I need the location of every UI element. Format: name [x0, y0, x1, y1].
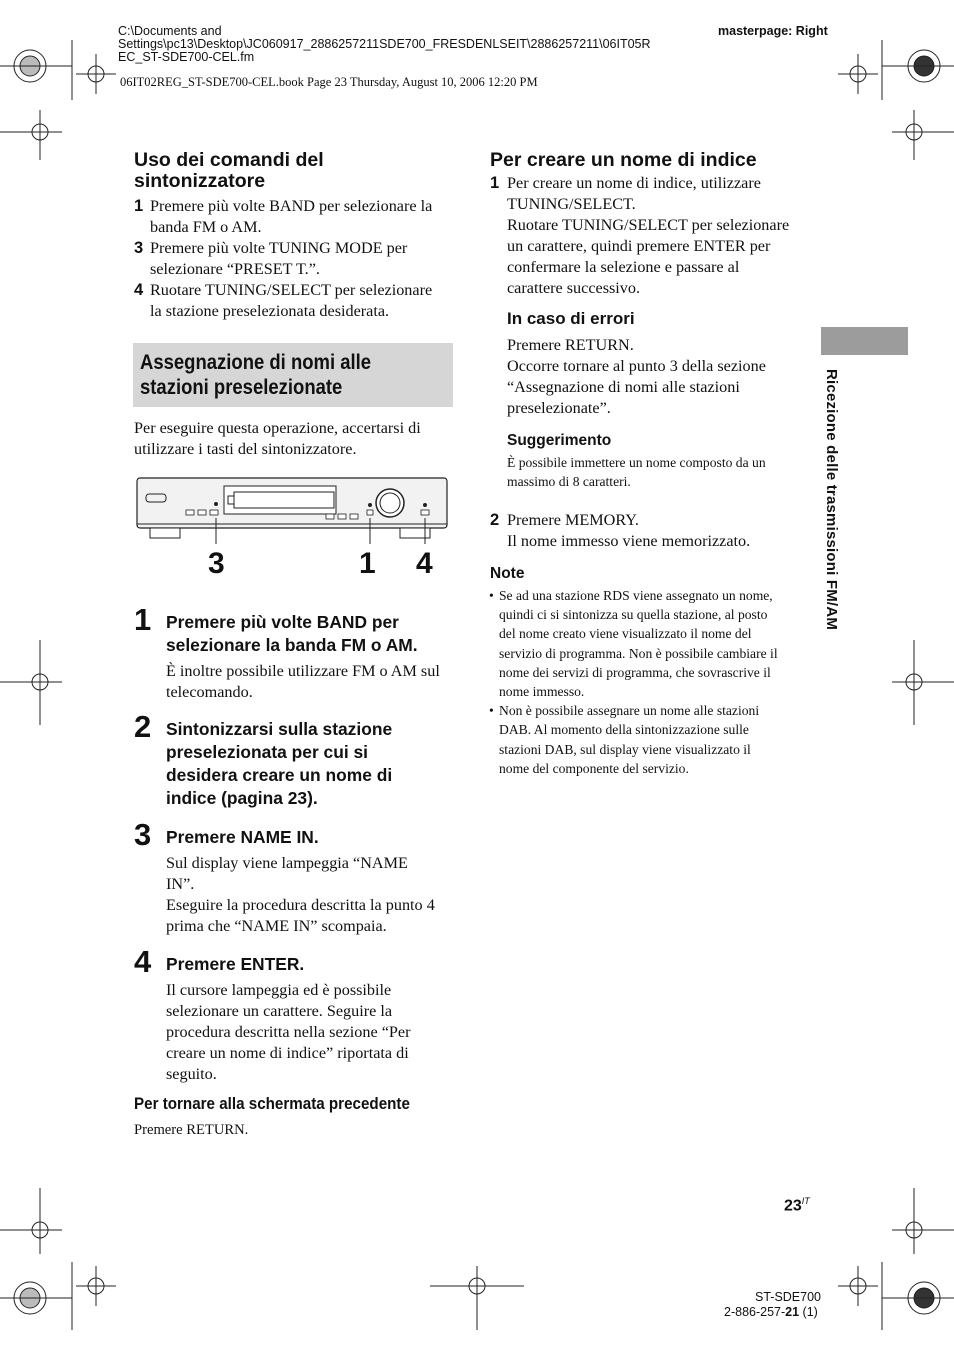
tuner-illustration — [136, 474, 452, 544]
page-number-suffix: IT — [801, 1196, 810, 1206]
step-number: 1 — [134, 197, 144, 215]
body-line: confermare la selezione e passare al — [507, 258, 740, 276]
heading-line: indice (pagina 23). — [166, 788, 318, 808]
heading-line: selezionare la banda FM o AM. — [166, 635, 418, 655]
header-path-line3: EC_ST-SDE700-CEL.fm — [118, 50, 255, 64]
note-item — [499, 586, 778, 778]
body-line: selezionare un carattere. Seguire la — [166, 1002, 393, 1020]
intro-line: Per eseguire questa operazione, accertarsi di — [134, 419, 421, 437]
step-text: Ruotare TUNING/SELECT per selezionare — [150, 281, 433, 299]
part-code — [724, 1305, 818, 1319]
errors-title: In caso di errori — [507, 309, 635, 328]
body-line: massimo di 8 caratteri. — [507, 474, 631, 490]
body-line: Sul display viene lampeggia “NAME — [166, 854, 408, 872]
body-line: Il nome immesso viene memorizzato. — [507, 532, 751, 550]
heading-line: Premere più volte BAND per — [166, 612, 399, 632]
body-line: preselezionate”. — [507, 399, 611, 417]
header-path-line1: C:\Documents and — [118, 24, 222, 38]
uso-step — [134, 238, 464, 280]
banner-title-line1: Assegnazione di nomi alle — [140, 351, 372, 374]
step-2-number: 2 — [134, 709, 152, 744]
body-line: un carattere, quindi premere ENTER per — [507, 237, 771, 255]
header-path-line2: Settings\pc13\Desktop\JC060917_2886257211SDE700_FRESDENLSEIT\2886257211\06IT05R — [118, 37, 651, 51]
step-number: 3 — [134, 239, 144, 257]
step-3-heading: Premere NAME IN. — [166, 827, 319, 847]
side-tab-marker — [821, 327, 908, 355]
body-line: IN”. — [166, 875, 195, 893]
step-text: banda FM o AM. — [150, 218, 262, 236]
tip-body — [507, 453, 766, 491]
body-line: carattere successivo. — [507, 279, 641, 297]
body-line: servizio di programma. Non è possibile cambiare il — [499, 645, 778, 661]
body-line: nome immesso. — [499, 684, 585, 700]
step-3-number: 3 — [134, 817, 152, 852]
step-number: 4 — [134, 281, 144, 299]
body-line: È inoltre possibile utilizzare FM o AM sul — [166, 662, 440, 680]
body-line: TUNING/SELECT. — [507, 195, 636, 213]
step-1-number: 1 — [134, 602, 152, 637]
step-4-heading: Premere ENTER. — [166, 954, 305, 974]
body-line: Il cursore lampeggia ed è possibile — [166, 981, 392, 999]
body-line: procedura descritta nella sezione “Per — [166, 1023, 411, 1041]
tip-title: Suggerimento — [507, 432, 612, 449]
body-line: DAB. Al momento della sintonizzazione sulle — [499, 722, 749, 738]
right-step-1-body — [507, 173, 789, 299]
body-line: • Se ad una stazione RDS viene assegnato un nome, — [499, 588, 773, 603]
body-line: Occorre tornare al punto 3 della sezione — [507, 357, 766, 375]
body-line: creare un nome di indice” riportata di — [166, 1044, 409, 1062]
body-line: • Non è possibile assegnare un nome alle stazioni — [499, 703, 760, 719]
note-bullet — [499, 586, 778, 605]
step-4-body — [166, 980, 411, 1085]
body-line: prima che “NAME IN” scompaia. — [166, 917, 387, 935]
body-line: Eseguire la procedura descritta la punto 4 — [166, 896, 435, 914]
body-line: Ruotare TUNING/SELECT per selezionare — [507, 216, 790, 234]
uso-step — [134, 280, 464, 322]
back-title: Per tornare alla schermata precedente — [134, 1095, 410, 1113]
step-text: Premere più volte TUNING MODE per — [150, 239, 408, 257]
body-line: Premere MEMORY. — [507, 511, 639, 529]
header-path — [118, 25, 651, 64]
section-title-line2: sintonizzatore — [134, 170, 266, 192]
step-text: Premere più volte BAND per selezionare la — [150, 197, 433, 215]
step-1-body — [166, 661, 440, 703]
body-line: “Assegnazione di nomi alle stazioni — [507, 378, 740, 396]
note-bullet — [499, 701, 778, 720]
book-line: 06IT02REG_ST-SDE700-CEL.book Page 23 Thursday, August 10, 2006 12:20 PM — [120, 75, 538, 89]
step-2-heading — [166, 718, 392, 810]
body-line: nome dei servizi di programma, che sovrascrive il — [499, 664, 771, 680]
uso-step — [134, 196, 464, 238]
right-step-2-number: 2 — [490, 511, 500, 529]
banner-title — [140, 350, 404, 400]
errors-body — [507, 335, 766, 419]
side-tab-label: Ricezione delle trasmissioni FM/AM — [823, 369, 840, 631]
banner-title-line2: stazioni preselezionate — [140, 376, 343, 399]
body-line: quindi ci si sintonizza su quella stazione, al posto — [499, 607, 768, 623]
callout-4: 4 — [416, 547, 433, 580]
body-line: seguito. — [166, 1065, 217, 1083]
body-line: Per creare un nome di indice, utilizzare — [507, 174, 761, 192]
uso-steps — [134, 196, 464, 322]
intro-line: utilizzare i tasti del sintonizzatore. — [134, 440, 357, 458]
body-line: telecomando. — [166, 683, 253, 701]
heading-line: preselezionata per cui si — [166, 742, 369, 762]
section-title-line1: Uso dei comandi del — [134, 149, 324, 171]
callout-1: 1 — [359, 547, 376, 580]
intro-text — [134, 418, 421, 460]
body-line: Premere RETURN. — [507, 336, 634, 354]
back-body: Premere RETURN. — [134, 1122, 249, 1138]
callout-3: 3 — [208, 547, 225, 580]
heading-line: Sintonizzarsi sulla stazione — [166, 719, 393, 739]
page-number — [784, 1196, 810, 1215]
step-1-heading — [166, 611, 418, 657]
section-title-uso — [134, 150, 324, 192]
right-step-1-number: 1 — [490, 174, 500, 192]
part-code-suffix: (1) — [799, 1305, 818, 1319]
note-title: Note — [490, 565, 525, 582]
step-4-number: 4 — [134, 944, 152, 979]
body-line: nome del componente del servizio. — [499, 760, 689, 776]
step-3-body — [166, 853, 435, 937]
body-line: È possibile immettere un nome composto da un — [507, 455, 766, 470]
page-number-value: 23 — [784, 1197, 802, 1215]
body-line: stazioni DAB, sul display viene visualizzato il — [499, 741, 751, 757]
right-title: Per creare un nome di indice — [490, 149, 757, 171]
right-step-2-body — [507, 510, 750, 552]
part-code-prefix: 2-886-257- — [724, 1305, 786, 1319]
heading-line: desidera creare un nome di — [166, 765, 393, 785]
part-code-bold: 21 — [785, 1305, 800, 1319]
body-line: del nome creato viene visualizzato il nome del — [499, 626, 752, 642]
model-label: ST-SDE700 — [755, 1290, 822, 1304]
step-text: selezionare “PRESET T.”. — [150, 260, 320, 278]
step-text: la stazione preselezionata desiderata. — [150, 302, 390, 320]
masterpage-label: masterpage: Right — [718, 24, 828, 38]
